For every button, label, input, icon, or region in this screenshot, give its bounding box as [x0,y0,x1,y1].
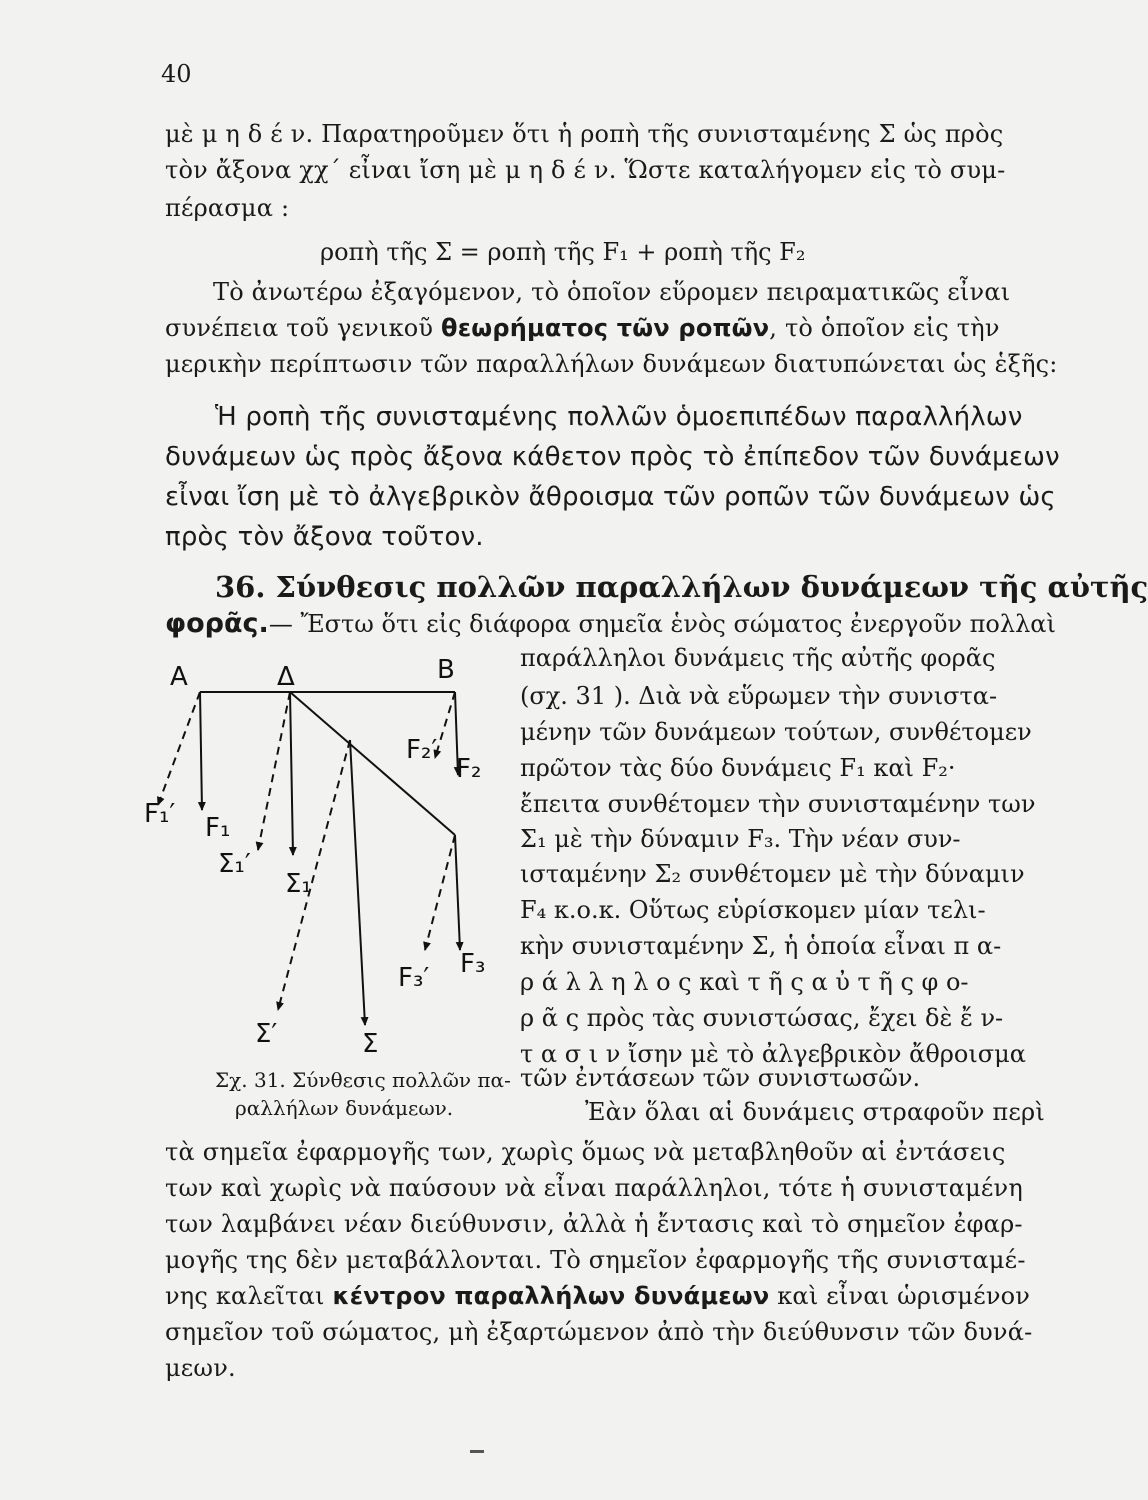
force-arrow [455,835,460,950]
label-S1: Σ₁ [285,869,312,899]
right-column-line: ρ ᾶ ς πρὸς τὰς συνιστώσας, ἔχει δὲ ἔ ν- [520,1004,1004,1032]
right-column-line: τῶν ἐντάσεων τῶν συνιστωσῶν. [520,1064,921,1092]
right-column-line: κὴν συνισταμένην Σ, ἡ ὁποία εἶναι π α- [520,932,1002,960]
para1-line: πέρασμα : [165,194,290,222]
label-S1-prime: Σ₁′ [218,849,251,879]
right-column-line: ρ ά λ λ η λ ο ς καὶ τ ῆ ς α ὐ τ ῆ ς φ ο- [520,968,969,996]
right-column-line: Σ₁ μὲ τὴν δύναμιν F₃. Τὴν νέαν συν- [520,825,961,853]
para2-line: Τὸ ἀνωτέρω ἐξαγόμενον, τὸ ὁποῖον εὕρομεν πειραματικῶς εἶναι [213,278,1011,306]
right-column-line: μένην τῶν δυνάμεων τούτων, συνθέτομεν [520,718,1032,746]
label-B: B [437,655,455,685]
section-heading-cont [165,608,1056,639]
moment-equation: ροπὴ τῆς Σ = ροπὴ τῆς F₁ + ροπὴ τῆς F₂ [320,238,806,266]
para3-line: Ἐὰν ὅλαι αἱ δυνάμεις στραφοῦν περὶ [585,1098,1045,1126]
label-F1: F₁ [205,813,231,843]
section-heading-bold: φορᾶς. [165,608,269,639]
para1-line: μὲ μ η δ έ ν. Παρατηροῦμεν ὅτι ἡ ροπὴ τῆς συνισταμένης Σ ὡς πρὸς [165,120,1004,148]
right-column-line: (σχ. 31 ). Διὰ νὰ εὕρωμεν τὴν συνιστα- [520,682,998,710]
label-S-prime: Σ′ [255,1019,278,1049]
para3-line: μεων. [165,1354,236,1382]
label-F3-prime: F₃′ [398,963,430,993]
force-arrow [290,692,293,855]
para3-line: των καὶ χωρὶς νὰ παύσουν νὰ εἶναι παράλληλοι, τότε ἡ συνισταμένη [165,1174,1023,1202]
theorem-line: εἶναι ἴση μὲ τὸ ἀλγεβρικὸν ἄθροισμα τῶν ροπῶν τῶν δυνάμεων ὡς [165,482,1056,512]
force-arrow [350,740,365,1025]
rotated-force-arrow [425,835,455,950]
theorem-line: δυνάμεων ὡς πρὸς ἄξονα κάθετον πρὸς τὸ ἐπίπεδον τῶν δυνάμεων [165,442,1060,472]
right-column-line: πρῶτον τὰς δύο δυνάμεις F₁ καὶ F₂· [520,754,956,782]
force-diagram [130,650,486,1080]
para3-text: νης καλεῖται [165,1282,333,1310]
right-column-line: F₄ κ.ο.κ. Οὕτως εὑρίσκομεν μίαν τελι- [520,896,986,924]
print-smudge [470,1450,484,1453]
para3-line: σημεῖον τοῦ σώματος, μὴ ἐξαρτώμενον ἀπὸ τὴν διεύθυνσιν τῶν δυνά- [165,1318,1033,1346]
para2-line [165,314,1000,342]
para3-line [165,1282,1030,1310]
para3-line: μογῆς της δὲν μεταβάλλονται. Τὸ σημεῖον ἐφαρμογῆς τῆς συνισταμέ- [165,1246,1026,1274]
rotated-force-arrow [258,692,290,850]
right-column-line: παράλληλοι δυνάμεις τῆς αὐτῆς φορᾶς [520,644,996,672]
para2-line: μερικὴν περίπτωσιν τῶν παραλλήλων δυνάμεων διατυπώνεται ὡς ἑξῆς: [165,350,1058,378]
theorem-line: Ἡ ροπὴ τῆς συνισταμένης πολλῶν ὁμοεπιπέδων παραλλήλων [215,402,1023,432]
label-S: Σ [362,1029,379,1059]
para1-line: τὸν ἄξονα χχ΄ εἶναι ἴση μὲ μ η δ έ ν. Ὥστε καταλήγομεν εἰς τὸ συμ- [165,156,1006,184]
label-F2: F₂ [456,754,482,784]
label-F2-prime: F₂′ [406,735,438,765]
theorem-name: θεωρήματος τῶν ροπῶν [441,314,770,342]
para2-text: , τὸ ὁποῖον εἰς τὴν [769,314,1000,342]
label-F3: F₃ [460,949,486,979]
right-column-line: ἔπειτα συνθέτομεν τὴν συνισταμένην των [520,790,1036,818]
label-A: A [170,662,188,692]
para3-text: καὶ εἶναι ὡρισμένον [769,1282,1031,1310]
page-number: 40 [161,60,192,88]
force-arrow [200,692,202,810]
figure-caption: Σχ. 31. Σύνθεσις πολλῶν πα- [215,1068,511,1092]
theorem-line: πρὸς τὸν ἄξονα τοῦτον. [165,522,484,552]
center-term: κέντρον παραλλήλων δυνάμεων [332,1282,770,1310]
para3-line: τὰ σημεῖα ἐφαρμογῆς των, χωρὶς ὅμως νὰ μεταβληθοῦν αἱ ἐντάσεις [165,1138,1006,1166]
rotated-force-arrow [435,692,455,758]
section-intro: — Ἔστω ὅτι εἰς διάφορα σημεῖα ἑνὸς σώματος ἐνεργοῦν πολλαὶ [268,610,1056,638]
rotated-force-arrow [158,692,200,805]
para3-line: των λαμβάνει νέαν διεύθυνσιν, ἀλλὰ ἡ ἔντασις καὶ τὸ σημεῖον ἐφαρ- [165,1210,1023,1238]
label-F1-prime: F₁′ [144,799,176,829]
right-column-line: τ α σ ι ν ἴσην μὲ τὸ ἀλγεβρικὸν ἄθροισμα [520,1040,1026,1068]
section-heading: 36. Σύνθεσις πολλῶν παραλλήλων δυνάμεων τῆς αὐτῆς [215,570,1148,604]
right-column-line: ισταμένην Σ₂ συνθέτομεν μὲ τὴν δύναμιν [520,860,1025,888]
figure-caption: ραλλήλων δυνάμεων. [235,1096,454,1120]
para2-text: συνέπεια τοῦ γενικοῦ [165,314,442,342]
label-D: Δ [277,662,295,692]
